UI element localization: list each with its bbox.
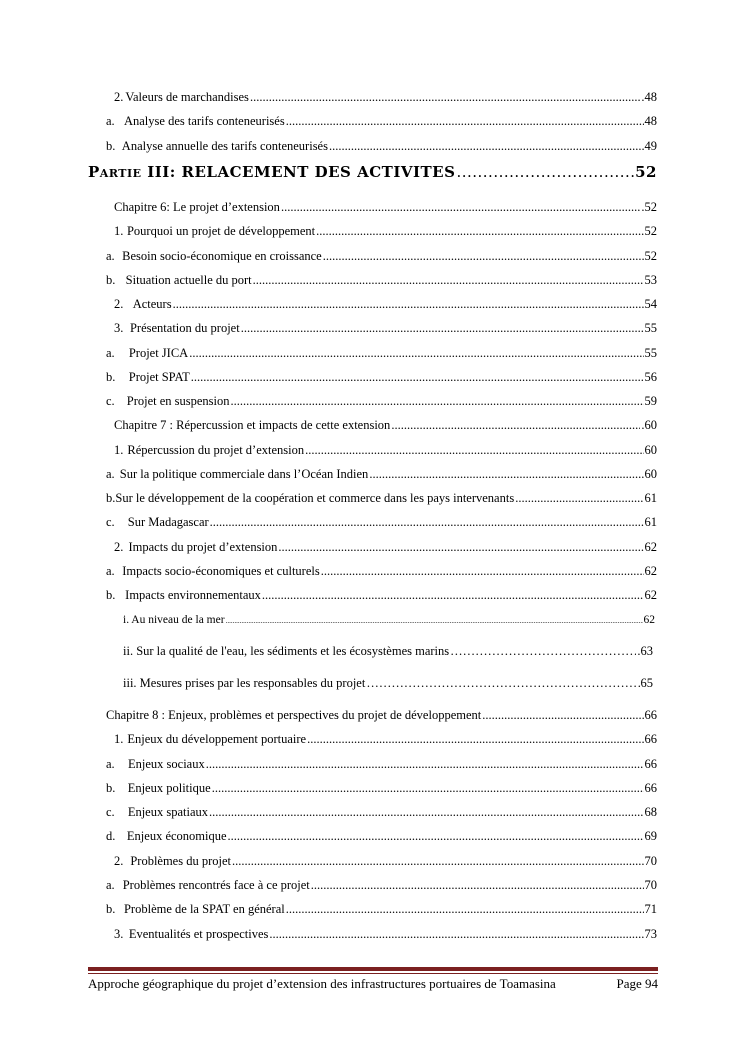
- toc-entry-number: 3.: [114, 927, 124, 941]
- toc-entry-number: a.: [106, 249, 115, 263]
- toc-entry-page: 62: [644, 540, 657, 554]
- toc-part-heading[interactable]: [88, 162, 657, 182]
- toc-leader-dots: [228, 828, 644, 844]
- toc-entry-number: 1.: [114, 443, 124, 457]
- toc-entry-page: .60: [641, 418, 657, 432]
- toc-leader-dots: [262, 587, 644, 603]
- toc-entry-page: 59: [644, 394, 657, 408]
- toc-entry-number: 3.: [114, 321, 124, 335]
- footer-page-number: Page 94: [616, 976, 658, 991]
- toc-entry-number: 1.: [114, 224, 124, 238]
- toc-entry-title: Besoin socio-économique en croissance: [122, 249, 322, 263]
- toc-entry-title: Problèmes du projet: [130, 854, 232, 868]
- toc-entry-page: 61: [644, 515, 657, 529]
- toc-entry[interactable]: [114, 539, 657, 555]
- toc-entry-number: 2.: [114, 297, 124, 311]
- toc-leader-dots: [210, 514, 644, 530]
- toc-entry-title: Chapitre 6: Le projet d’extension: [114, 200, 280, 214]
- toc-entry-title: Sur Madagascar: [127, 515, 209, 529]
- toc-leader-dots: [209, 804, 643, 820]
- toc-leader-dots: [305, 442, 643, 458]
- toc-entry[interactable]: [114, 731, 657, 747]
- toc-entry-page: 55: [644, 346, 657, 360]
- toc-entry[interactable]: [114, 926, 657, 942]
- toc-entry-title: Chapitre 8 : Enjeux, problèmes et perspectives du projet de développement: [106, 708, 482, 722]
- toc-entry-title: Analyse des tarifs conteneurisés: [123, 114, 285, 128]
- toc-entry[interactable]: [106, 393, 657, 409]
- toc-leader-dots: [189, 345, 643, 361]
- toc-entry[interactable]: [106, 113, 657, 129]
- toc-entry-page: 62: [644, 588, 657, 602]
- toc-entry[interactable]: [106, 877, 657, 893]
- toc-leader-dots: [321, 563, 644, 579]
- toc-entry-page: 69: [644, 829, 657, 843]
- toc-entry[interactable]: [114, 296, 657, 312]
- toc-entry-number: a.: [106, 346, 115, 360]
- toc-entry[interactable]: [106, 345, 657, 361]
- toc-entry[interactable]: [106, 490, 657, 506]
- toc-leader-dots: [241, 320, 644, 336]
- toc-entry-page: 52: [644, 249, 657, 263]
- toc-entry-title: iii. Mesures prises par les responsables du projet: [123, 676, 366, 690]
- toc-leader-dots: [369, 466, 643, 482]
- page-footer: [88, 976, 658, 992]
- toc-entry-title: Enjeux du développement portuaire: [127, 732, 307, 746]
- toc-entry[interactable]: [106, 756, 657, 772]
- toc-entry-title: Pourquoi un projet de développement: [126, 224, 316, 238]
- toc-entry-title: Valeurs de marchandises: [125, 90, 249, 104]
- toc-leader-dots: [366, 675, 639, 691]
- toc-leader-dots: [286, 113, 644, 129]
- toc-entry-page: 71: [644, 902, 657, 916]
- toc-entry[interactable]: [114, 320, 657, 336]
- toc-entry-number: c.: [106, 805, 115, 819]
- toc-entry[interactable]: [106, 901, 657, 917]
- toc-entry-page: 73: [644, 927, 657, 941]
- toc-entry-title: Impacts socio-économiques et culturels: [122, 564, 320, 578]
- toc-entry[interactable]: [114, 89, 657, 105]
- toc-entry-number: d.: [106, 829, 116, 843]
- toc-leader-dots: [232, 853, 643, 869]
- toc-leader-dots: [482, 707, 643, 723]
- toc-entry-number: b.: [106, 781, 116, 795]
- toc-entry[interactable]: [106, 369, 657, 385]
- toc-entry-page: 70: [644, 878, 657, 892]
- toc-entry[interactable]: [114, 223, 657, 239]
- toc-entry-title: Acteurs: [132, 297, 172, 311]
- toc-entry-title: Projet en suspension: [126, 394, 230, 408]
- toc-entry-title: Projet SPAT: [128, 370, 190, 384]
- toc-leader-dots: [206, 756, 644, 772]
- toc-entry-title: Sur la politique commerciale dans l’Océan Indien: [119, 467, 369, 481]
- toc-leader-dots: [391, 417, 640, 433]
- toc-entry-title: Présentation du projet: [129, 321, 240, 335]
- toc-leader-dots: [250, 89, 640, 105]
- toc-leader-dots: [226, 613, 643, 629]
- toc-leader-dots: [316, 223, 643, 239]
- toc-entry-page: 62: [643, 614, 655, 626]
- toc-entry-number: 1.: [114, 732, 124, 746]
- toc-leader-dots: [286, 901, 644, 917]
- toc-entry-page: 52: [644, 224, 657, 238]
- toc-entry-number: b.: [106, 273, 116, 287]
- toc-entry-title: Projet JICA: [128, 346, 189, 360]
- footer-rule: [88, 967, 658, 971]
- toc-leader-dots: [278, 539, 643, 555]
- toc-entry-number: b.: [106, 491, 116, 505]
- footer-title: Approche géographique du projet d’extension des infrastructures portuaires de Toamasina: [88, 976, 556, 991]
- toc-entry[interactable]: [114, 853, 657, 869]
- toc-entry-page: 52: [635, 163, 657, 181]
- toc-leader-dots: [253, 272, 644, 288]
- toc-entry-number: a.: [106, 467, 115, 481]
- toc-chapter[interactable]: [106, 707, 657, 723]
- toc-entry-title: Problèmes rencontrés face à ce projet: [122, 878, 310, 892]
- toc-entry-page: 66: [644, 708, 657, 722]
- toc-entry-title: Répercussion du projet d’extension: [127, 443, 305, 457]
- toc-entry-number: b.: [106, 588, 116, 602]
- toc-chapter[interactable]: [114, 199, 657, 215]
- toc-entry[interactable]: [106, 804, 657, 820]
- toc-entry-title: Impacts du projet d’extension: [128, 540, 278, 554]
- toc-entry-title: Enjeux économique: [126, 829, 227, 843]
- toc-entry-number: 2.: [114, 90, 124, 104]
- toc-entry-page: 68: [644, 805, 657, 819]
- toc-entry-number: 2.: [114, 540, 124, 554]
- toc-entry-page: 70: [644, 854, 657, 868]
- toc-leader-dots: [323, 248, 644, 264]
- toc-leader-dots: [173, 296, 644, 312]
- toc-entry-title: Impacts environnementaux: [125, 588, 261, 602]
- toc-leader-dots: [515, 490, 643, 506]
- toc-entry-page: 66: [644, 757, 657, 771]
- toc-entry-page: 48: [644, 114, 657, 128]
- toc-leader-dots: [191, 369, 644, 385]
- toc-entry-title: Enjeux spatiaux: [127, 805, 209, 819]
- toc-entry[interactable]: [106, 780, 657, 796]
- toc-entry-page: 60: [644, 443, 657, 457]
- toc-entry-title: Partie III: RELACEMENT DES ACTIVITES: [88, 163, 456, 181]
- toc-entry-title: Enjeux sociaux: [128, 757, 205, 771]
- toc-entry[interactable]: [106, 138, 657, 154]
- toc-entry-number: b.: [106, 902, 116, 916]
- toc-entry-page: 54: [644, 297, 657, 311]
- toc-entry-title: Problème de la SPAT en général: [123, 902, 285, 916]
- toc-entry-number: c.: [106, 515, 115, 529]
- toc-entry[interactable]: [123, 612, 655, 629]
- toc-entry-page: 55: [644, 321, 657, 335]
- toc-entry-number: b.: [106, 139, 116, 153]
- toc-entry-title: i. Au niveau de la mer: [123, 614, 225, 626]
- footer-rule-thin: [88, 973, 658, 974]
- toc-leader-dots: [450, 643, 636, 659]
- toc-entry-number: c.: [106, 394, 115, 408]
- toc-entry-number: a.: [106, 564, 115, 578]
- toc-entry-page: 53: [644, 273, 657, 287]
- toc-entry-number: 2.: [114, 854, 124, 868]
- toc-entry-title: Sur le développement de la coopération et commerce dans les pays intervenants: [115, 491, 515, 505]
- toc-leader-dots: [456, 162, 634, 182]
- toc-entry[interactable]: [123, 643, 653, 659]
- toc-leader-dots: [307, 731, 643, 747]
- toc-entry[interactable]: [106, 514, 657, 530]
- toc-entry-page: 61: [644, 491, 657, 505]
- toc-entry-title: Chapitre 7 : Répercussion et impacts de cette extension: [114, 418, 391, 432]
- toc-entry-page: .48: [641, 90, 657, 104]
- toc-entry[interactable]: [106, 828, 657, 844]
- toc-leader-dots: [269, 926, 643, 942]
- toc-entry[interactable]: [106, 587, 657, 603]
- toc-entry-title: Situation actuelle du port: [125, 273, 252, 287]
- toc-entry-page: 60: [644, 467, 657, 481]
- toc-entry-page: 66: [644, 732, 657, 746]
- toc-entry-title: Eventualités et prospectives: [128, 927, 269, 941]
- toc-entry[interactable]: [106, 563, 657, 579]
- toc-entry-page: 56: [644, 370, 657, 384]
- toc-entry-title: ii. Sur la qualité de l'eau, les sédiments et les écosystèmes marins: [123, 644, 450, 658]
- toc-chapter[interactable]: [114, 417, 657, 433]
- toc-entry-number: a.: [106, 757, 115, 771]
- toc-leader-dots: [231, 393, 644, 409]
- toc-entry[interactable]: [106, 272, 657, 288]
- toc-entry[interactable]: [106, 248, 657, 264]
- toc-entry[interactable]: [123, 675, 653, 691]
- toc-leader-dots: [329, 138, 644, 154]
- toc-entry-number: b.: [106, 370, 116, 384]
- toc-entry-page: 66: [644, 781, 657, 795]
- toc-leader-dots: [311, 877, 644, 893]
- toc-entry-title: Enjeux politique: [127, 781, 211, 795]
- toc-entry[interactable]: [106, 466, 657, 482]
- toc-entry-page: .52: [641, 200, 657, 214]
- toc-entry-page: 62: [644, 564, 657, 578]
- toc-entry-number: a.: [106, 878, 115, 892]
- toc-entry-page: 49: [644, 139, 657, 153]
- toc-entry-page: .63: [637, 644, 653, 658]
- toc-entry-number: a.: [106, 114, 115, 128]
- toc-leader-dots: [281, 199, 640, 215]
- toc-entry-title: Analyse annuelle des tarifs conteneurisés: [121, 139, 328, 153]
- toc-entry-page: 65: [640, 676, 653, 690]
- toc-entry[interactable]: [114, 442, 657, 458]
- toc-leader-dots: [212, 780, 644, 796]
